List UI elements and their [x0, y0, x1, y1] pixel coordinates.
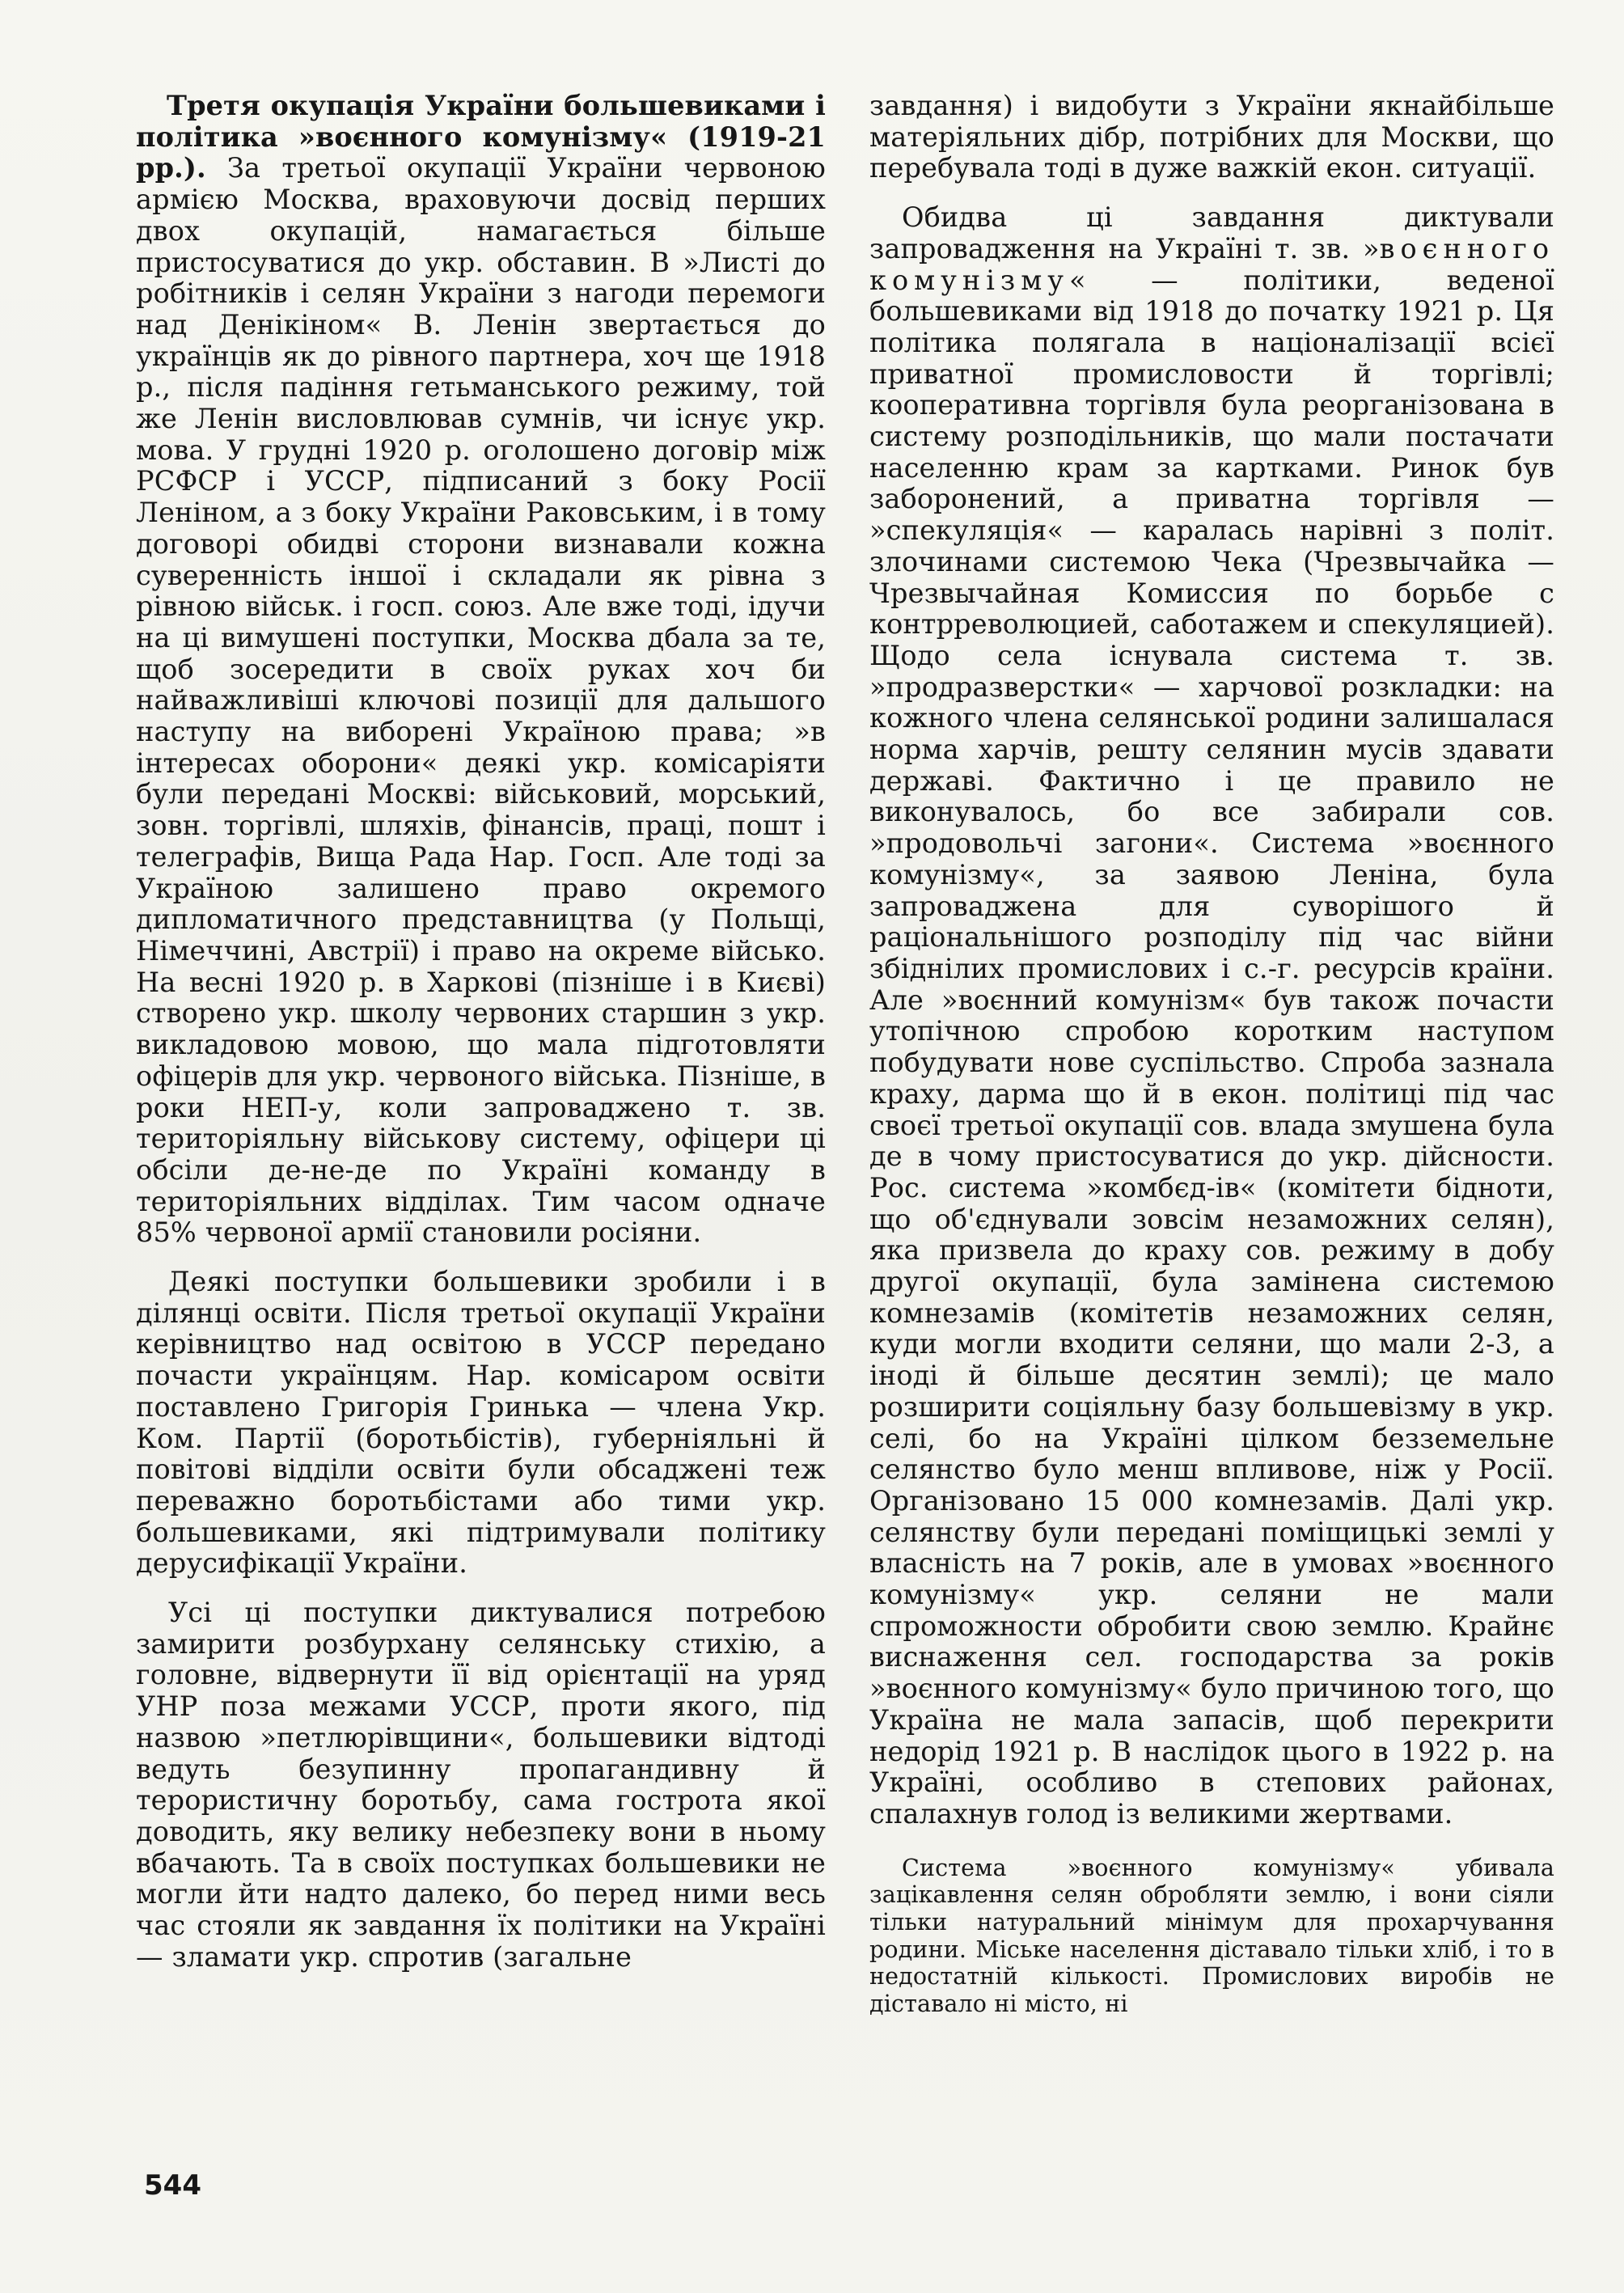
- right-column: [869, 91, 1554, 2018]
- paragraph-concessions: Усі ці поступки диктувалися потребою замирити розбурхану селянську стихію, а головне, відвернути її від орієнтації на уряд УНР поза межами УССР, проти якого, під назвою »петлюрівщини«, большевики відтоді ведуть безупинну пропагандивну й терористичну боротьбу, сама гострота якої доводить, яку велику небезпеку вони в ньому вбачають. Та в своїх поступках большевики не могли йти надто далеко, бо перед ними весь час стояли як завдання їх політики на Україні — зламати укр. спротив (загальне: [136, 1597, 826, 1973]
- small-print-note: Система »воєнного комунізму« убивала зацікавлення селян обробляти землю, і вони сіяли тільки натуральний мінімум для прохарчування родини. Міське населення діставало тільки хліб, і то в недостатній кількості. Промислових виробів не діставало ні місто, ні: [869, 1854, 1554, 2018]
- paragraph-war-communism-body: « — політики, веденої большевиками від 1918 до початку 1921 р. Ця політика полягала в націоналізації всієї приватної промисловости й торгівлі; кооперативна торгівля була реорганізована в систему розподільників, що мали постачати населенню крам за картками. Ринок був заборонений, а приватна торгівля — »спекуляція« — каралась нарівні з політ. злочинами системою Чека (Чрезвычайка — Чрезвычайная Комиссия по борьбе с контрреволюцией, саботажем и спекуляцией). Щодо села існувала система т. зв. »продразверстки« — харчової розкладки: на кожного члена селянської родини залишалася норма харчів, решту селянин мусів здавати державі. Фактично і це правило не виконувалось, бо все забирали сов. »продовольчі загони«. Система »воєнного комунізму«, за заявою Леніна, була запроваджена для суворішого й раціональнішого розподілу під час війни збіднілих промислових і с.-г. ресурсів країни. Але »воєнний комунізм« був також почасти утопічною спробою коротким наступом побудувати нове суспільство. Спроба зазнала краху, дарма що й в екон. політиці під час своєї третьої окупації сов. влада змушена була де в чому пристосуватися до укр. дійсности. Рос. система »комбєд-ів« (комітети бідноти, що об'єднували зовсім незаможних селян), яка призвела до краху сов. режиму в добу другої окупації, була замінена системою комнезамів (комітетів незаможних селян, куди могли входити селяни, що мали 2-3, а іноді й більше десятин землі); це мало розширити соціяльну базу большевізму в укр. селі, бо на Україні цілком безземельне селянство було менш впливове, ніж у Росії. Організовано 15 000 комнезамів. Далі укр. селянству були передані поміщицькі землі у власність на 7 років, але в умовах »воєнного комунізму« укр. селяни не мали спроможности обробити свою землю. Крайнє виснаження сел. господарства за років »воєнного комунізму« було причиною того, що Україна не мала запасів, щоб перекрити недорід 1921 р. В наслідок цього в 1922 р. на Україні, особливо в степових районах, спалахнув голод із великими жертвами.: [869, 264, 1554, 1830]
- term-war-communism: воєнного комунізму: [869, 232, 1554, 296]
- page-number: 544: [144, 2169, 201, 2202]
- paragraph-occupation: [136, 91, 826, 1249]
- paragraph-occupation-body: За третьої окупації України червоною армією Москва, враховуючи досвід перших двох окупацій, намагається більше пристосуватися до укр. обставин. В »Листі до робітників і селян України з нагоди перемоги над Денікіном« В. Ленін звертається до українців як до рівного партнера, хоч ще 1918 р., після падіння гетьманського режиму, той же Ленін висловлював сумнів, чи існує укр. мова. У грудні 1920 р. оголошено договір між РСФСР і УССР, підписаний з боку Росії Леніном, а з боку України Раковським, і в тому договорі обидві сторони визнавали кожна суверенність іншої і складали як рівна з рівною військ. і госп. союз. Але вже тоді, ідучи на ці вимушені поступки, Москва дбала за те, щоб зосередити в своїх руках хоч би найважливіші ключові позиції для дальшого наступу на виборені Україною права; »в інтересах оборони« деякі укр. комісаріяти були передані Москві: військовий, морський, зовн. торгівлі, шляхів, фінансів, праці, пошт і телеграфів, Вища Рада Нар. Госп. Але тоді за Україною залишено право окремого дипломатичного представництва (у Польщі, Німеччині, Австрії) і право на окреме військо. На весні 1920 р. в Харкові (пізніше і в Києві) створено укр. школу червоних старшин з укр. викладовою мовою, що мала підготовляти офіцерів для укр. червоного війська. Пізніше, в роки НЕП-у, коли запроваджено т. зв. територіяльну військову систему, офіцери ці обсіли де-не-де по Україні команду в територіяльних відділах. Тим часом одначе 85% червоної армії становили росіяни.: [136, 152, 826, 1249]
- section-heading: Третя окупація України большевиками і політика »воєнного комунізму« (1919-21 рр.).: [136, 90, 826, 184]
- paragraph-continuation: завдання) і видобути з України якнайбільше матеріяльних дібр, потрібних для Москви, що перебувала тоді в дуже важкій екон. ситуації.: [869, 90, 1554, 184]
- paragraph-education: Деякі поступки большевики зробили і в ділянці освіти. Після третьої окупації України керівництво над освітою в УССР передано почасти українцям. Нар. комісаром освіти поставлено Григорія Гринька — члена Укр. Ком. Партії (боротьбістів), губерніяльні й повітові відділи освіти були обсаджені теж переважно боротьбістами або тими укр. большевиками, які підтримували політику дерусифікації України.: [136, 1266, 826, 1580]
- paragraph-war-communism: [869, 202, 1554, 1830]
- paragraph-war-communism-intro: Обидва ці завдання диктували запровадження на Україні т. зв. »: [869, 201, 1554, 264]
- left-column: [136, 91, 826, 1973]
